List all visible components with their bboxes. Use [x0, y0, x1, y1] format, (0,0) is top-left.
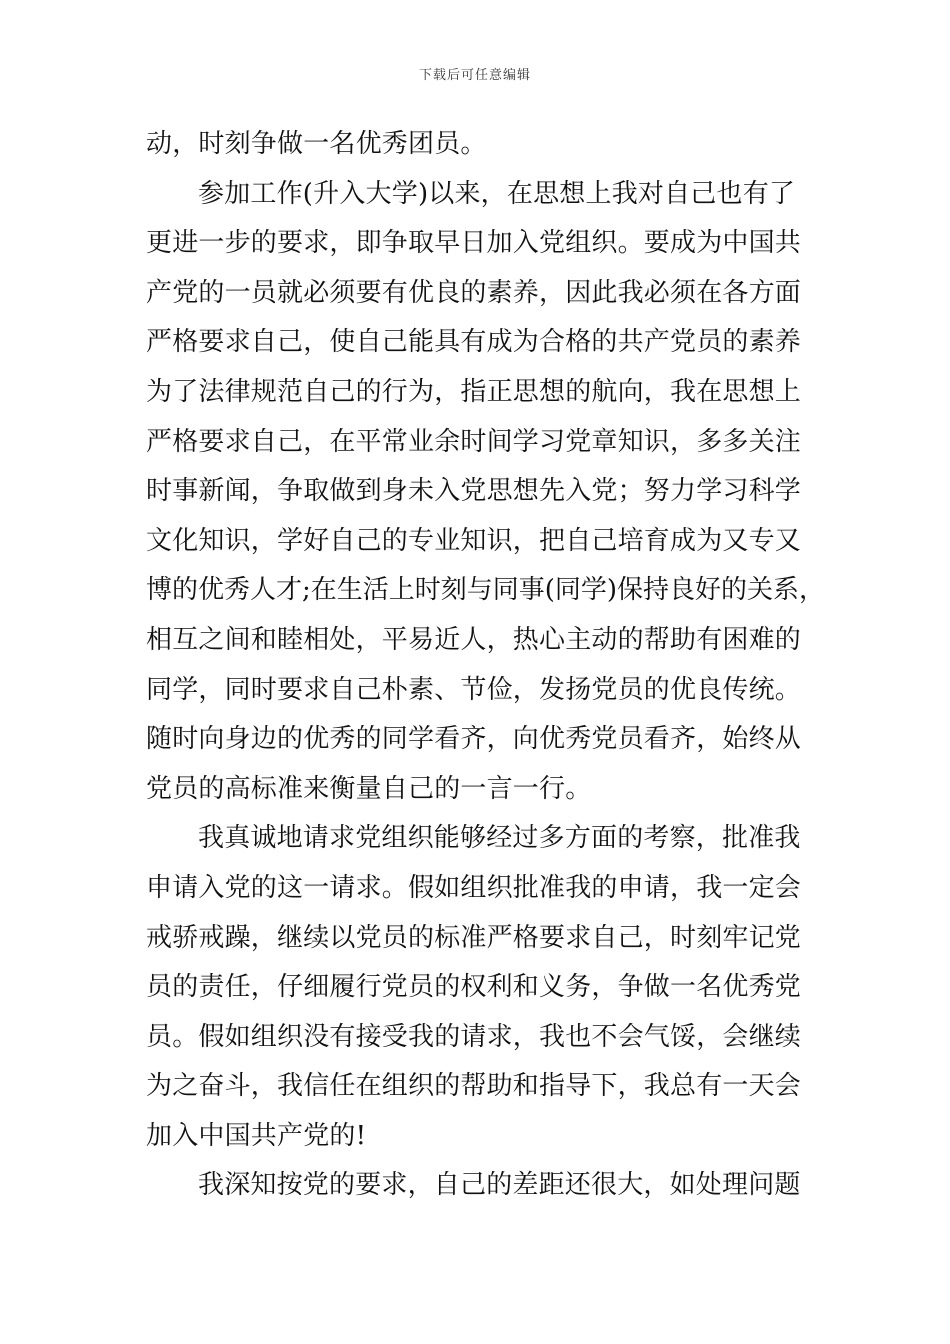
- text-line: 申请入党的这一请求。假如组织批准我的申请，我一定会: [146, 872, 802, 903]
- text-line: 博的优秀人才;在生活上时刻与同事(同学)保持良好的关系，: [146, 575, 826, 606]
- text-line: 同学，同时要求自己朴素、节俭，发扬党员的优良传统。: [146, 674, 802, 705]
- page-header: 下载后可任意编辑: [418, 68, 531, 83]
- text-line: 动，时刻争做一名优秀团员。: [146, 129, 487, 159]
- text-line: 戒骄戒躁，继续以党员的标准严格要求自己，时刻牢记党: [146, 922, 802, 953]
- text-line: 更进一步的要求，即争取早日加入党组织。要成为中国共: [146, 228, 802, 259]
- text-line: 为之奋斗，我信任在组织的帮助和指导下，我总有一天会: [146, 1071, 802, 1102]
- text-line: 党员的高标准来衡量自己的一言一行。: [146, 773, 592, 804]
- text-line: 我真诚地请求党组织能够经过多方面的考察，批准我: [198, 823, 801, 854]
- text-line: 员的责任，仔细履行党员的权利和义务，争做一名优秀党: [146, 972, 802, 1003]
- text-line: 参加工作(升入大学)以来，在思想上我对自己也有了: [198, 178, 796, 209]
- text-line: 我深知按党的要求，自己的差距还很大，如处理问题: [198, 1170, 801, 1201]
- text-line: 相互之间和睦相处，平易近人，热心主动的帮助有困难的: [146, 624, 802, 655]
- text-line: 加入中国共产党的!: [146, 1120, 367, 1151]
- text-line: 严格要求自己，在平常业余时间学习党章知识，多多关注: [146, 426, 802, 457]
- text-line: 文化知识，学好自己的专业知识，把自己培育成为又专又: [146, 525, 802, 556]
- text-line: 严格要求自己，使自己能具有成为合格的共产党员的素养: [146, 327, 802, 358]
- text-line: 员。假如组织没有接受我的请求，我也不会气馁，会继续: [146, 1021, 802, 1052]
- text-line: 随时向身边的优秀的同学看齐，向优秀党员看齐，始终从: [146, 724, 802, 755]
- text-line: 为了法律规范自己的行为，指正思想的航向，我在思想上: [146, 376, 802, 407]
- document-body: [146, 120, 826, 1211]
- text-line: 时事新闻，争取做到身未入党思想先入党；努力学习科学: [146, 476, 802, 507]
- text-line: 产党的一员就必须要有优良的素养，因此我必须在各方面: [146, 277, 802, 308]
